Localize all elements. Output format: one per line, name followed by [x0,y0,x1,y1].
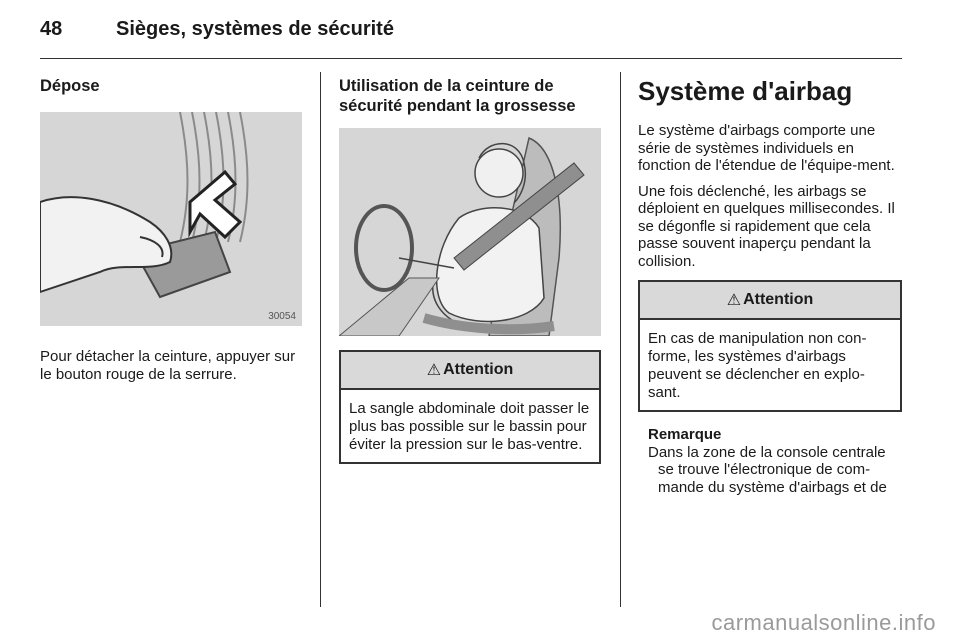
page-header [40,18,902,52]
seatbelt-buckle-figure [40,112,302,326]
column-1 [40,76,302,383]
paragraph-depose: Pour détacher la ceinture, appuyer sur le bouton rouge de la serrure. [40,348,296,383]
page-number: 48 [40,18,63,40]
attention-header [341,352,599,390]
header-divider [40,58,902,59]
figure-code: 30054 [268,311,296,322]
attention-text-airbag: En cas de manipulation non con-forme, les systèmes d'airbags peuvent se déclencher en explo-sant. [648,330,867,401]
attention-text: La sangle abdominale doit passer le plus bas possible sur le bassin pour éviter la pression sur le bas-ventre. [349,400,590,453]
attention-box [339,350,601,464]
section-heading-depose: Dépose [40,77,100,95]
attention-title: Attention [443,361,514,378]
attention-title-airbag: Attention [743,291,814,308]
paragraph-airbag-2: Une fois déclenché, les airbags se déploient en quelques millisecondes. Il se dégonfle si rapidement que cela passe souvent inaperçu pendant la collision. [638,182,895,270]
pregnant-seatbelt-illustration [339,128,601,336]
remark-block [638,426,902,496]
remark-text: Dans la zone de la console centrale se trouve l'électronique de com-mande du système d'airbags et de [648,443,887,496]
warning-triangle-icon: ⚠ [726,292,742,309]
warning-triangle-icon: ⚠ [426,362,442,379]
remark-title: Remarque [648,426,722,443]
paragraph-airbag-1: Le système d'airbags comporte une série de systèmes individuels en fonction de l'étendue de l'équipe-ment. [638,122,895,174]
column-2 [339,76,601,464]
attention-header-airbag [640,282,900,320]
column-3 [638,76,902,496]
seatbelt-buckle-illustration [40,112,302,326]
section-heading-grossesse: Utilisation de la ceinture de sécurité pendant la grossesse [339,77,576,115]
pregnant-seatbelt-figure [339,128,601,336]
section-heading-airbag: Système d'airbag [638,76,853,106]
attention-box-airbag [638,280,902,412]
page-title: Sièges, systèmes de sécurité [116,18,394,40]
column-divider-2 [620,72,621,607]
watermark: carmanualsonline.info [711,610,936,635]
column-divider-1 [320,72,321,607]
